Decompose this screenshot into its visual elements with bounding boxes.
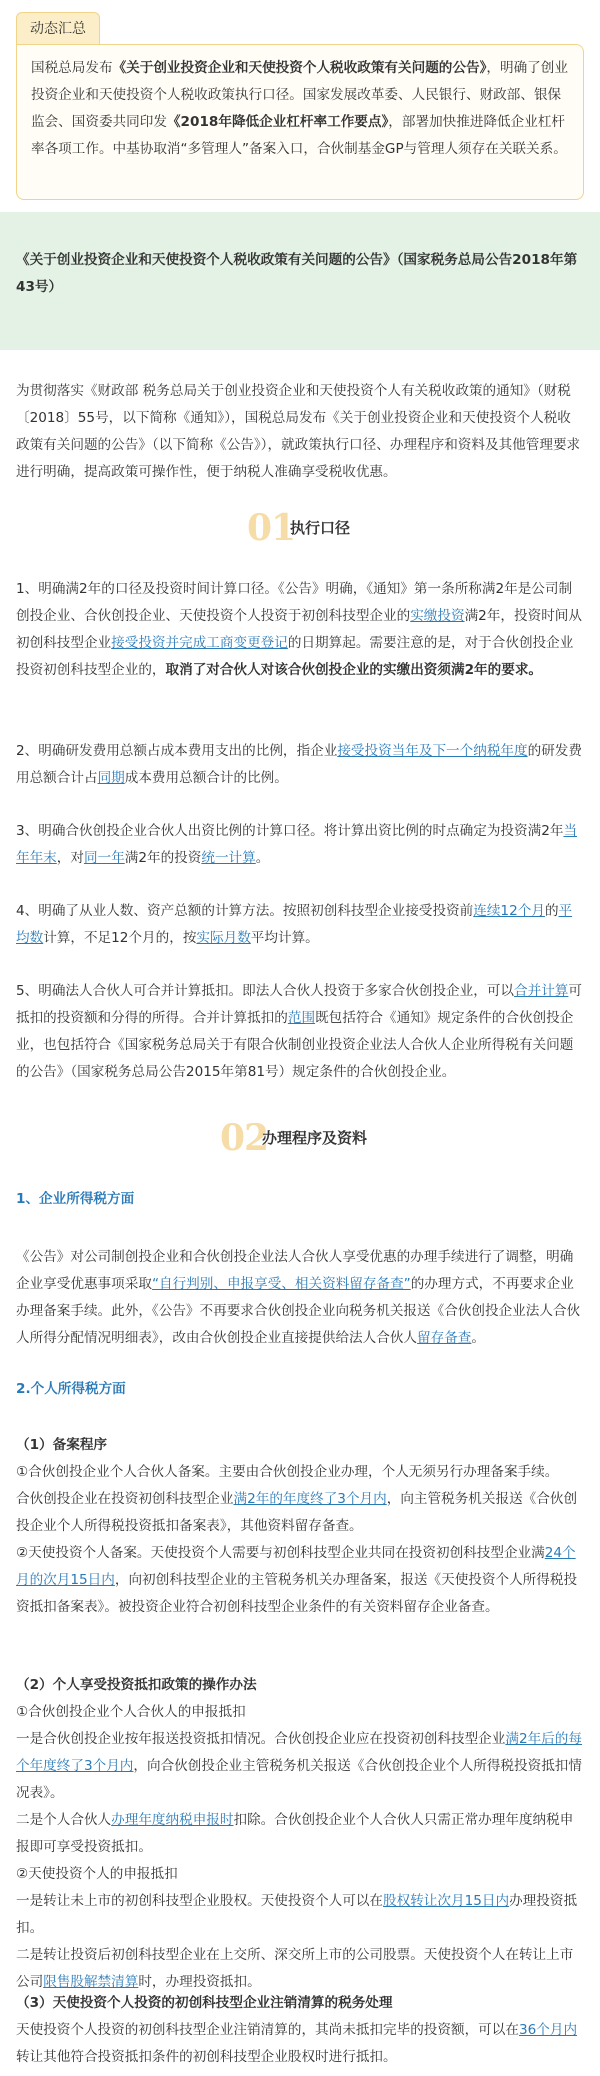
item-4: 4、明确了从业人数、资产总额的计算方法。按照初创科技型企业接受投资前连续12个月的平均数计算，不足12个月的，按实际月数平均计算。 bbox=[16, 903, 573, 946]
subheading-personal-tax: 2.个人所得税方面 bbox=[16, 1381, 126, 1397]
liquidation-block: （3）天使投资个人投资的初创科技型企业注销清算的税务处理 天使投资个人投资的初创科技型企业注销清算的，其尚未抵扣完毕的投资额，可以在36个月内转让其他符合投资抵扣条件的初创科技型企业股权时进行抵扣。 bbox=[16, 1990, 584, 2071]
item-1: 1、明确满2年的口径及投资时间计算口径。《公告》明确，《通知》第一条所称满2年是公司制创投企业、合伙创投企业、天使投资个人投资于初创科技型企业的实缴投资满2年，投资时间从初创科技型企业接受投资并完成工商变更登记的日期算起。需要注意的是，对于合伙创投企业投资初创科技型企业的，取消了对合伙人对该合伙创投企业的实缴出资须满2年的要求。 bbox=[16, 581, 582, 678]
filing-procedure-title: （1）备案程序 bbox=[16, 1437, 108, 1453]
section-heading-02 bbox=[0, 1118, 600, 1158]
summary-leverage-title: 《2018年降低企业杠杆率工作要点》 bbox=[166, 114, 389, 130]
subheading-corporate-tax: 1、企业所得税方面 bbox=[16, 1191, 135, 1207]
summary-text-1: 国税总局发布 bbox=[31, 60, 113, 76]
corporate-tax-paragraph: 《公告》对公司制创投企业和合伙创投企业法人合伙人享受优惠的办理手续进行了调整，明确企业享受优惠事项采取“自行判别、申报享受、相关资料留存备查”的办理方式，不再要求企业办理备案手续。此外，《公告》不再要求合伙创投企业向税务机关报送《合伙创投企业法人合伙人所得分配情况明细表》，改由合伙创投企业直接提供给法人合伙人留存备查。 bbox=[16, 1249, 581, 1346]
item-2: 2、明确研发费用总额占成本费用支出的比例，指企业接受投资当年及下一个纳税年度的研发费用总额合计占同期成本费用总额合计的比例。 bbox=[16, 743, 582, 786]
deduction-operation-title: （2）个人享受投资抵扣政策的操作办法 bbox=[16, 1677, 257, 1693]
section-number-02: 02 bbox=[220, 1117, 269, 1159]
liquidation-title: （3）天使投资个人投资的初创科技型企业注销清算的税务处理 bbox=[16, 1995, 393, 2011]
summary-announcement-title: 《关于创业投资企业和天使投资个人税收政策有关问题的公告》 bbox=[112, 60, 487, 76]
section-number-01: 01 bbox=[247, 507, 296, 549]
filing-procedure-block: （1）备案程序 ①合伙创投企业个人合伙人备案。主要由合伙创投企业办理，个人无须另行办理备案手续。 合伙创投企业在投资初创科技型企业满2年的年度终了3个月内，向主管税务机关报送《合伙创投企业个人所得税投资抵扣备案表》，其他资料留存备查。 ②天使投资个人备案。天使投资个人需要与初创科技型企业共同在投资初创科技型企业满24个月的次月15日内，向初创科技型企业的主管税务机关办理备案，报送《天使投资个人所得税投资抵扣备案表》。被投资企业符合初创科技型企业条件的有关资料留存企业备查。 bbox=[16, 1432, 584, 1621]
section-heading-01 bbox=[0, 508, 600, 548]
summary-text-3: ，部署加快推进降低企业杠杆率各项工作。中基协取消“多管理人”备案入口，合伙制基金GP与管理人须存在关联关系。 bbox=[31, 114, 567, 157]
summary-box bbox=[16, 44, 584, 200]
announcement-banner bbox=[0, 212, 600, 350]
item-1-bold: 取消了对合伙人对该合伙创投企业的实缴出资须满2年的要求。 bbox=[165, 662, 543, 678]
banner-title: 《关于创业投资企业和天使投资个人税收政策有关问题的公告》（国家税务总局公告2018年第43号） bbox=[16, 252, 578, 295]
section-title-02: 办理程序及资料 bbox=[262, 1129, 368, 1147]
intro-paragraph: 为贯彻落实《财政部 税务总局关于创业投资企业和天使投资个人有关税收政策的通知》（财税〔2018〕55号，以下简称《通知》），国税总局发布《关于创业投资企业和天使投资个人税收政策有关问题的公告》（以下简称《公告》），就政策执行口径、办理程序和资料及其他管理要求进行明确，提高政策可操作性，便于纳税人准确享受税收优惠。 bbox=[16, 383, 581, 480]
link-paid-investment: 实缴投资 bbox=[410, 608, 465, 624]
link-registration: 接受投资并完成工商变更登记 bbox=[111, 635, 288, 651]
item-3: 3、明确合伙创投企业合伙人出资比例的计算口径。将计算出资比例的时点确定为投资满2年当年年末，对同一年满2年的投资统一计算。 bbox=[16, 823, 578, 866]
summary-tag: 动态汇总 bbox=[16, 12, 100, 46]
deduction-operation-block: （2）个人享受投资抵扣政策的操作办法 ①合伙创投企业个人合伙人的申报抵扣 一是合伙创投企业按年报送投资抵扣情况。合伙创投企业应在投资初创科技型企业满2年后的每个年度终了3个月内，向合伙创投企业主管税务机关报送《合伙创投企业个人所得税投资抵扣情况表》。 二是个人合伙人办理年度纳税申报时扣除。合伙创投企业个人合伙人只需正常办理年度纳税申报即可享受投资抵扣。 ②天使投资个人的申报抵扣 一是转让未上市的初创科技型企业股权。天使投资个人可以在股权转让次月15日内办理投资抵扣。 二是转让投资后初创科技型企业在上交所、深交所上市的公司股票。天使投资个人在转让上市公司限售股解禁清算时，办理投资抵扣。 bbox=[16, 1672, 584, 1996]
banner-scallop-edge bbox=[0, 342, 600, 358]
section-title-01: 执行口径 bbox=[290, 519, 351, 537]
item-5: 5、明确法人合伙人可合并计算抵扣。即法人合伙人投资于多家合伙创投企业，可以合并计算可抵扣的投资额和分得的所得。合并计算抵扣的范围既包括符合《通知》规定条件的合伙创投企业，也包括符合《国家税务总局关于有限合伙制创业投资企业法人合伙人企业所得税有关问题的公告》（国家税务总局公告2015年第81号）规定条件的合伙创投企业。 bbox=[16, 983, 582, 1080]
summary-text-2: ，明确了创业投资企业和天使投资个人税收政策执行口径。国家发展改革委、人民银行、财政部、银保监会、国资委共同印发 bbox=[31, 60, 568, 130]
